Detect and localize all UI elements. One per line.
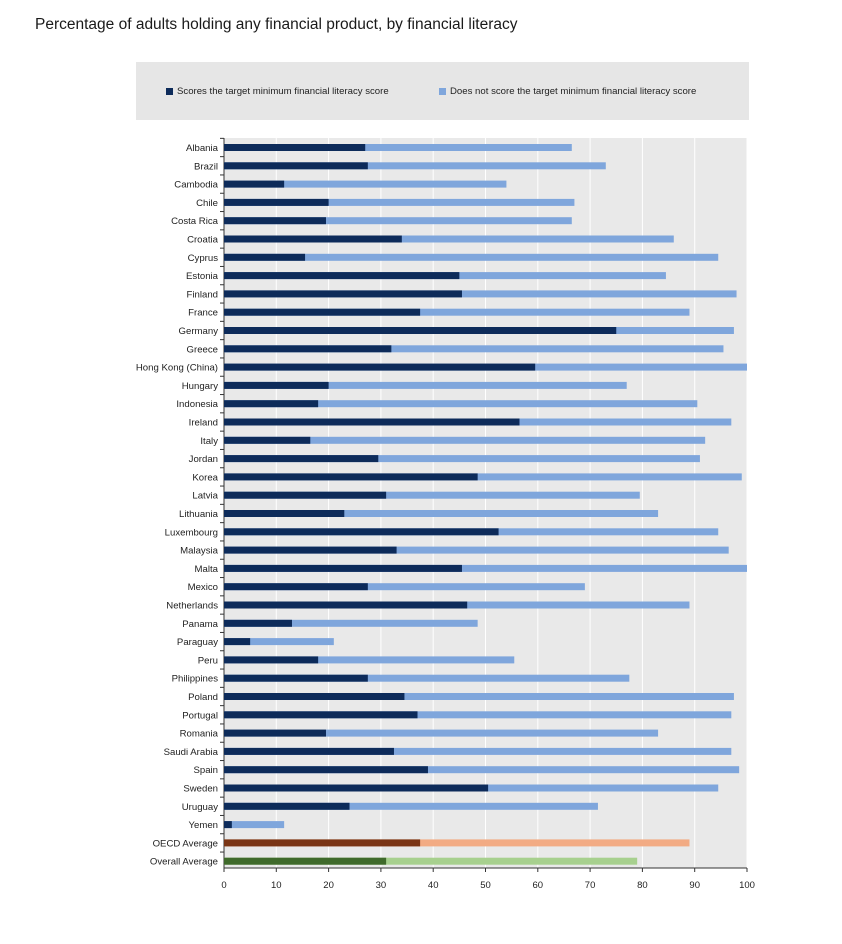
bar-scores	[224, 785, 488, 792]
bar-scores	[224, 272, 459, 279]
category-label: Costa Rica	[171, 216, 218, 228]
bar-scores	[224, 437, 310, 444]
category-label: Cyprus	[187, 252, 218, 264]
category-label: Cambodia	[174, 179, 218, 191]
category-label: Portugal	[182, 710, 218, 722]
bar-scores	[224, 181, 284, 188]
bar-scores	[224, 254, 305, 261]
bar-scores	[224, 290, 462, 297]
category-label: Paraguay	[176, 637, 218, 649]
bar-scores	[224, 345, 391, 352]
bar-scores	[224, 730, 326, 737]
bar-scores	[224, 364, 535, 371]
category-label: Albania	[185, 143, 218, 154]
category-label: Yemen	[188, 820, 218, 832]
bar-scores	[224, 400, 318, 407]
category-label: Netherlands	[166, 600, 218, 612]
bar-scores	[224, 638, 250, 645]
x-tick-label: 90	[689, 880, 700, 891]
x-tick-label: 100	[739, 880, 755, 891]
x-tick-label: 60	[532, 880, 544, 891]
category-label: Estonia	[186, 271, 218, 283]
x-tick-label: 40	[427, 880, 439, 891]
legend-label-scores: Scores the target minimum financial literacy score	[177, 86, 389, 97]
bar-scores	[224, 766, 428, 773]
category-label: Sweden	[183, 783, 218, 795]
bar-scores	[224, 711, 418, 718]
bar-scores	[224, 839, 420, 846]
category-label: Poland	[188, 692, 218, 703]
bar-scores	[224, 473, 478, 480]
bar-scores	[224, 565, 462, 572]
bar-scores	[224, 583, 368, 590]
x-tick-label: 10	[271, 880, 282, 891]
category-label: Malaysia	[180, 545, 218, 557]
bar-scores	[224, 455, 378, 462]
category-label: Korea	[192, 472, 218, 484]
category-label: Panama	[182, 618, 218, 630]
category-label: Germany	[178, 326, 218, 337]
category-label: Romania	[179, 728, 218, 740]
bar-scores	[224, 382, 329, 389]
bar-scores	[224, 419, 519, 426]
bar-scores	[224, 693, 404, 700]
bar-scores	[224, 199, 329, 206]
bar-scores	[224, 162, 368, 169]
category-label: Mexico	[187, 582, 218, 594]
bar-scores	[224, 620, 292, 627]
chart-title: Percentage of adults holding any financial product, by financial literacy	[35, 16, 518, 33]
bar-scores	[224, 309, 420, 316]
category-label: Peru	[197, 655, 218, 667]
bar-scores	[224, 217, 326, 224]
x-tick-label: 30	[375, 880, 387, 891]
category-label: Overall Average	[149, 856, 218, 868]
bar-scores	[224, 547, 397, 554]
category-label: Hungary	[181, 380, 218, 392]
x-tick-label: 0	[221, 880, 227, 891]
category-label: Indonesia	[176, 399, 218, 411]
category-label: Brazil	[194, 161, 218, 173]
category-label: Ireland	[188, 417, 218, 429]
category-label: Jordan	[188, 454, 218, 466]
category-label: Spain	[193, 765, 218, 777]
category-label: Chile	[196, 197, 218, 209]
legend-label-not-scores: Does not score the target minimum financial literacy score	[450, 86, 697, 97]
bar-scores	[224, 510, 344, 517]
category-label: Croatia	[187, 234, 218, 246]
category-label: France	[188, 307, 218, 319]
x-tick-label: 70	[584, 880, 596, 891]
bar-scores	[224, 602, 467, 609]
bar-scores	[224, 858, 386, 865]
bar-scores	[224, 821, 232, 828]
category-label: Saudi Arabia	[163, 746, 218, 758]
category-label: Philippines	[171, 673, 218, 685]
bar-scores	[224, 528, 499, 535]
category-label: Greece	[186, 344, 218, 356]
category-label: Latvia	[192, 490, 218, 502]
x-tick-label: 20	[323, 880, 334, 891]
bar-scores	[224, 803, 350, 810]
x-tick-label: 80	[637, 880, 648, 891]
category-label: Malta	[194, 563, 218, 575]
category-label: Finland	[186, 289, 218, 301]
bar-scores	[224, 492, 386, 499]
category-label: Uruguay	[181, 801, 218, 813]
category-label: Hong Kong (China)	[135, 362, 218, 374]
category-label: OECD Average	[152, 838, 218, 850]
bar-scores	[224, 675, 368, 682]
bar-scores	[224, 748, 394, 755]
bar-not-scores	[224, 821, 284, 828]
bar-scores	[224, 327, 616, 334]
category-label: Luxembourg	[164, 527, 218, 539]
category-label: Italy	[200, 435, 218, 447]
x-tick-label: 50	[480, 880, 491, 891]
bar-scores	[224, 144, 365, 151]
category-label: Lithuania	[179, 509, 218, 520]
bar-scores	[224, 656, 318, 663]
bar-scores	[224, 236, 402, 243]
